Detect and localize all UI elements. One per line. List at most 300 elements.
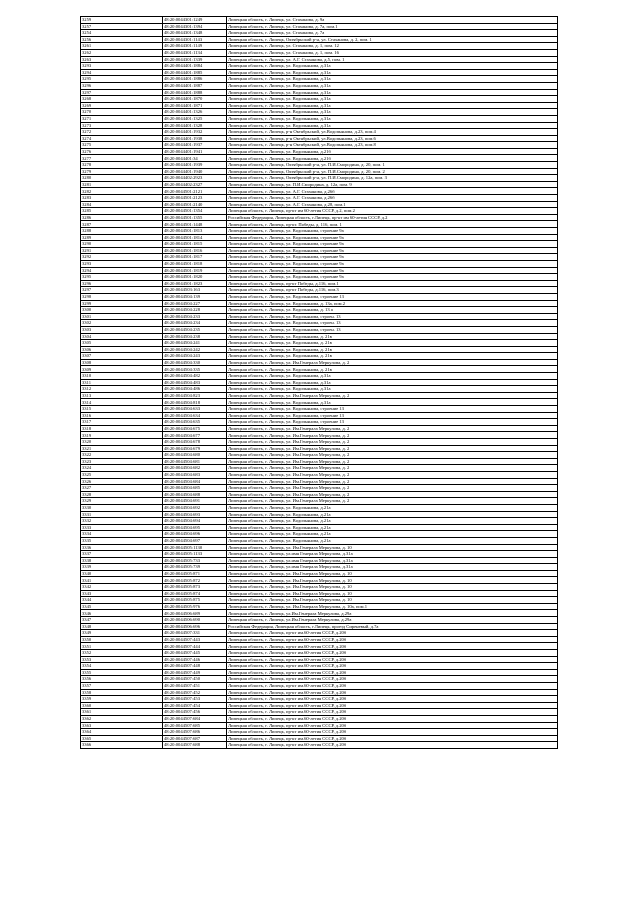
cadastral-number-cell: 48:20:0044507:456: [163, 709, 227, 716]
table-row: [81, 392, 558, 399]
row-number-cell: 3343: [81, 590, 163, 597]
cadastral-number-cell: 48:20:0044504:692: [163, 504, 227, 511]
table-row: [81, 676, 558, 683]
table-row: [81, 148, 558, 155]
row-number-cell: 3354: [81, 663, 163, 670]
table-row: [81, 439, 558, 446]
row-number-cell: 3257: [81, 23, 163, 30]
cadastral-number-cell: 48:20:0044402:2923: [163, 175, 227, 182]
cadastral-number-cell: 48:20:0044504:693: [163, 511, 227, 518]
table-row: [81, 181, 558, 188]
cadastral-number-cell: 48:20:0044501:2123: [163, 195, 227, 202]
row-number-cell: 3344: [81, 597, 163, 604]
row-number-cell: 3283: [81, 195, 163, 202]
table-row: [81, 89, 558, 96]
address-cell: Липецкая область, г. Липецк, ул. Водопьянова, д.21а: [227, 537, 558, 544]
address-cell: Липецкая область, г. Липецк, ул. Им.Генерала Меркулова, д. 2: [227, 465, 558, 472]
table-row: [81, 504, 558, 511]
row-number-cell: 3335: [81, 537, 163, 544]
row-number-cell: 3301: [81, 313, 163, 320]
cadastral-number-cell: 48:20:0044301:1339: [163, 56, 227, 63]
cadastral-number-cell: 48:20:0044507:687: [163, 735, 227, 742]
table-row: [81, 274, 558, 281]
address-cell: Липецкая область, г. Липецк, ул. Водопьянова, д.31а: [227, 115, 558, 122]
table-row: [81, 669, 558, 676]
row-number-cell: 3306: [81, 346, 163, 353]
table-row: [81, 636, 558, 643]
table-row: [81, 195, 558, 202]
address-cell: Липецкая область, г. Липецк, ул. Водопьянова, д.21а: [227, 504, 558, 511]
address-cell: Липецкая область, г. Липецк, пр-кт им.60-летия СССР, д.20б: [227, 669, 558, 676]
cadastral-number-cell: 48:20:0044507:444: [163, 643, 227, 650]
table-row: [81, 96, 558, 103]
address-cell: Липецкая область, г. Липецк, ул. Им.Генерала Меркулова, д. 10: [227, 544, 558, 551]
cadastral-number-cell: 48:20:0044401:1325: [163, 115, 227, 122]
row-number-cell: 3281: [81, 181, 163, 188]
row-number-cell: 3333: [81, 524, 163, 531]
cadastral-number-cell: 48:20:0044504:482: [163, 373, 227, 380]
table-row: [81, 623, 558, 630]
table-row: [81, 17, 558, 24]
address-cell: Липецкая область, г. Липецк, ул. Им.Генерала Меркулова, д. 2: [227, 392, 558, 399]
address-cell: Липецкая область, г. Липецк, ул. Им.Генерала Меркулова, д. 2: [227, 498, 558, 505]
cadastral-number-cell: 48:20:0044501:1815: [163, 241, 227, 248]
cadastral-number-cell: 48:20:0044504:691: [163, 498, 227, 505]
address-cell: Липецкая область, г. Липецк, ул. Водопьянова, строение 9а: [227, 267, 558, 274]
table-row: [81, 399, 558, 406]
table-row: [81, 326, 558, 333]
cadastral-number-cell: 48:20:0044504:681: [163, 458, 227, 465]
table-row: [81, 735, 558, 742]
address-cell: Липецкая область, г. Липецк, ул. Водопьянова, д.31а: [227, 379, 558, 386]
row-number-cell: 3361: [81, 709, 163, 716]
table-row: [81, 63, 558, 70]
address-cell: Липецкая область, г. Липецк, ул. Им.Генерала Меркулова, д. 2: [227, 458, 558, 465]
table-row: [81, 696, 558, 703]
cadastral-number-cell: 48:20:0044401:1888: [163, 89, 227, 96]
table-row: [81, 155, 558, 162]
table-row: [81, 188, 558, 195]
table-row: [81, 254, 558, 261]
cadastral-number-cell: 48:20:0044501:2140: [163, 201, 227, 208]
cadastral-number-cell: 48:20:0044506:689: [163, 610, 227, 617]
cadastral-number-cell: 48:20:0044504:823: [163, 392, 227, 399]
address-cell: Липецкая область, г. Липецк, ул. Водопьянова, д.31а: [227, 76, 558, 83]
row-number-cell: 3263: [81, 56, 163, 63]
cadastral-number-cell: 48:20:0044507:451: [163, 682, 227, 689]
table-row: [81, 353, 558, 360]
table-row: [81, 491, 558, 498]
row-number-cell: 3363: [81, 722, 163, 729]
address-cell: Липецкая область, г. Липецк, пр-кт им.60-летия СССР, д.20б: [227, 709, 558, 716]
table-row: [81, 300, 558, 307]
row-number-cell: 3304: [81, 333, 163, 340]
row-number-cell: 3278: [81, 162, 163, 169]
row-number-cell: 3273: [81, 122, 163, 129]
row-number-cell: 3320: [81, 439, 163, 446]
address-cell: Липецкая область, г. Липецк, ул. Им.Генерала Меркулова, д. 2: [227, 478, 558, 485]
address-cell: Липецкая область, г. Липецк, пр-кт Победы, д.116, пом.3: [227, 287, 558, 294]
table-row: [81, 49, 558, 56]
table-row: [81, 379, 558, 386]
address-cell: Липецкая область, г. Липецк, ул. Водопьянова, д.31а: [227, 373, 558, 380]
table-row: [81, 201, 558, 208]
table-row: [81, 478, 558, 485]
table-row: [81, 56, 558, 63]
cadastral-number-cell: 48:20:0044501:1354: [163, 208, 227, 215]
address-cell: Липецкая область, г. Липецк, ул. Стаханова, д. 9а: [227, 17, 558, 24]
address-cell: Липецкая область, г. Липецк, ул. Стаханова, д. 7а: [227, 30, 558, 37]
cadastral-number-cell: 48:20:0044504:634: [163, 412, 227, 419]
table-row: [81, 109, 558, 116]
row-number-cell: 3287: [81, 221, 163, 228]
address-cell: Липецкая область, г. Липецк, р-н Октябрьский, ул.Водопьянова, д.23, пом.6: [227, 135, 558, 142]
cadastral-number-cell: 48:20:0044507:443: [163, 636, 227, 643]
cadastral-number-cell: 48:20:0044501:1823: [163, 280, 227, 287]
address-cell: Липецкая область, г. Липецк, пр-кт им.60-летия СССР, д.20б: [227, 702, 558, 709]
table-row: [81, 162, 558, 169]
address-cell: Липецкая область, г. Липецк, ул. Водопьянова, д.31а: [227, 399, 558, 406]
row-number-cell: 3293: [81, 260, 163, 267]
cadastral-number-cell: 48:20:0044401:1326: [163, 109, 227, 116]
table-row: [81, 135, 558, 142]
address-cell: Липецкая область, г. Липецк, р-н Октябрьский, ул.Водопьянова, д.23, пом.8: [227, 142, 558, 149]
table-row: [81, 471, 558, 478]
address-cell: Липецкая область, г. Липецк, ул. Им.Генерала Меркулова, д. 2: [227, 452, 558, 459]
cadastral-number-cell: 48:20:0044401:1870: [163, 96, 227, 103]
row-number-cell: 3323: [81, 458, 163, 465]
row-number-cell: 3314: [81, 399, 163, 406]
cadastral-number-cell: 48:20:0044504:695: [163, 524, 227, 531]
address-cell: Липецкая область, г. Липецк, ул. Водопьянова, строение 9а: [227, 247, 558, 254]
row-number-cell: 3336: [81, 544, 163, 551]
table-row: [81, 643, 558, 650]
row-number-cell: 3321: [81, 445, 163, 452]
row-number-cell: 3346: [81, 610, 163, 617]
table-row: [81, 610, 558, 617]
address-cell: Липецкая область, г. Липецк, ул. Водопьянова, д.31а: [227, 102, 558, 109]
table-row: [81, 346, 558, 353]
row-number-cell: 3352: [81, 650, 163, 657]
address-cell: Липецкая область, г. Липецк, ул. Водопьянова, строен. 13: [227, 313, 558, 320]
row-number-cell: 3364: [81, 729, 163, 736]
row-number-cell: 3319: [81, 432, 163, 439]
cadastral-number-cell: 48:20:0044402:2327: [163, 181, 227, 188]
row-number-cell: 3303: [81, 326, 163, 333]
address-cell: Липецкая область, г. Липецк, ул. Им.Генерала Меркулова, д. 10: [227, 597, 558, 604]
row-number-cell: 3337: [81, 551, 163, 558]
cadastral-number-cell: 48:20:0044504:238: [163, 333, 227, 340]
cadastral-number-cell: 48:20:0044504:228: [163, 307, 227, 314]
cadastral-number-cell: 48:20:0044507:449: [163, 669, 227, 676]
table-row: [81, 570, 558, 577]
row-number-cell: 3262: [81, 49, 163, 56]
cadastral-number-cell: 48:20:0044507:448: [163, 663, 227, 670]
row-number-cell: 3291: [81, 247, 163, 254]
table-row: [81, 241, 558, 248]
address-cell: Липецкая область, г. Липецк, пр-кт им.60-летия СССР, д.20б: [227, 650, 558, 657]
table-row: [81, 373, 558, 380]
address-cell: Липецкая область, г. Липецк, ул. А.Г. Стаханова, д.26б: [227, 188, 558, 195]
row-number-cell: 3349: [81, 630, 163, 637]
row-number-cell: 3334: [81, 531, 163, 538]
row-number-cell: 3362: [81, 715, 163, 722]
table-row: [81, 23, 558, 30]
address-cell: Липецкая область, г. Липецк, ул. Водопьянова, д.21а: [227, 531, 558, 538]
address-cell: Липецкая область, г. Липецк, ул. Водопьянова, строение 9а: [227, 241, 558, 248]
address-cell: Липецкая область, г. Липецк, пр-кт им.60-летия СССР, д.20б: [227, 663, 558, 670]
row-number-cell: 3284: [81, 201, 163, 208]
table-row: [81, 43, 558, 50]
row-number-cell: 3342: [81, 584, 163, 591]
row-number-cell: 3308: [81, 359, 163, 366]
table-row: [81, 333, 558, 340]
cadastral-number-cell: 48:20:0044504:675: [163, 425, 227, 432]
row-number-cell: 3280: [81, 175, 163, 182]
address-cell: Липецкая область, г. Липецк, ул. Водопьянова, д.31а: [227, 69, 558, 76]
table-row: [81, 247, 558, 254]
address-cell: Липецкая область, г. Липецк, пр-кт им.60-летия СССР, д.20б: [227, 729, 558, 736]
row-number-cell: 3296: [81, 82, 163, 89]
address-cell: Липецкая область, г. Липецк, пр-кт им.60-летия СССР, д.20б: [227, 742, 558, 749]
row-number-cell: 3286: [81, 214, 163, 221]
cadastral-number-cell: 48:20:0044501:1816: [163, 247, 227, 254]
row-number-cell: 3340: [81, 570, 163, 577]
table-row: [81, 115, 558, 122]
address-cell: Липецкая область, г. Липецк, пр-кт им 60-летия СССР, д.2, пом.2: [227, 208, 558, 215]
address-cell: Липецкая область, г. Липецк, пр-кт им.60-летия СССР, д.20б: [227, 722, 558, 729]
address-cell: Липецкая область, г. Липецк, ул. Им.Генерала Меркулова, д. 10: [227, 590, 558, 597]
row-number-cell: 3313: [81, 392, 163, 399]
address-cell: Липецкая область, г. Липецк, ул. Водопьянова, д. 21в: [227, 366, 558, 373]
table-row: [81, 432, 558, 439]
cadastral-number-cell: 48:20:0044504:684: [163, 478, 227, 485]
cadastral-number-cell: 48:20:0044301:1149: [163, 43, 227, 50]
table-row: [81, 69, 558, 76]
cadastral-number-cell: 48:20:0044301:1394: [163, 23, 227, 30]
cadastral-number-cell: 48:20:0044501:1819: [163, 267, 227, 274]
row-number-cell: 3312: [81, 386, 163, 393]
cadastral-number-cell: 48:20:0044504:696: [163, 531, 227, 538]
cadastral-number-cell: 48:20:0044506:690: [163, 617, 227, 624]
row-number-cell: 3366: [81, 742, 163, 749]
table-row: [81, 142, 558, 149]
row-number-cell: 3300: [81, 307, 163, 314]
cadastral-number-cell: 48:20:0044401:1939: [163, 162, 227, 169]
row-number-cell: 3259: [81, 17, 163, 24]
row-number-cell: 3324: [81, 465, 163, 472]
row-number-cell: 3302: [81, 320, 163, 327]
row-number-cell: 3345: [81, 603, 163, 610]
table-row: [81, 122, 558, 129]
cadastral-number-cell: 48:20:0044301:1348: [163, 30, 227, 37]
address-cell: Липецкая область, г. Липецк, ул. Им.Генерала Меркулова, д. 2: [227, 432, 558, 439]
address-cell: Липецкая область, г. Липецк, ул. Водопьянова, строение 13: [227, 406, 558, 413]
row-number-cell: 3330: [81, 504, 163, 511]
cadastral-number-cell: 48:20:0044501:2121: [163, 188, 227, 195]
cadastral-number-cell: 48:20:0044401:1941: [163, 148, 227, 155]
row-number-cell: 3294: [81, 267, 163, 274]
table-row: [81, 82, 558, 89]
table-row: [81, 498, 558, 505]
row-number-cell: 3317: [81, 419, 163, 426]
cadastral-number-cell: 48:20:0044504:233: [163, 313, 227, 320]
address-cell: Липецкая область, г. Липецк, ул. Водопьянова, д. 21в: [227, 333, 558, 340]
row-number-cell: 3290: [81, 241, 163, 248]
cadastral-number-cell: 48:20:0044504:330: [163, 359, 227, 366]
cadastral-number-cell: 48:20:0044401:34: [163, 155, 227, 162]
cadastral-number-cell: 48:20:0044504:679: [163, 445, 227, 452]
cadastral-number-cell: 48:20:0044301:1134: [163, 49, 227, 56]
address-cell: Липецкая область, г. Липецк, ул. А.Г. Стаханова, д.28, пом.1: [227, 201, 558, 208]
address-cell: Липецкая область, г. Липецк, пр-кт им.60-летия СССР, д.20б: [227, 656, 558, 663]
row-number-cell: 3298: [81, 293, 163, 300]
address-cell: Липецкая область, г. Липецк, ул. Водопьянова, строение 9а: [227, 274, 558, 281]
table-row: [81, 445, 558, 452]
cadastral-number-cell: 48:20:0044505:1130: [163, 544, 227, 551]
cadastral-number-cell: 48:20:0044507:453: [163, 696, 227, 703]
registry-table: [80, 16, 558, 749]
row-number-cell: 3322: [81, 452, 163, 459]
cadastral-number-cell: 48:20:0044504:635: [163, 419, 227, 426]
row-number-cell: 3294: [81, 69, 163, 76]
address-cell: Липецкая область, г. Липецк, ул. Водопьянова, д.31а: [227, 122, 558, 129]
cadastral-number-cell: 48:20:0044504:677: [163, 432, 227, 439]
registry-table-body: [81, 17, 558, 749]
table-row: [81, 221, 558, 228]
row-number-cell: 3307: [81, 353, 163, 360]
cadastral-number-cell: 48:20:0044501:1820: [163, 274, 227, 281]
row-number-cell: 3305: [81, 340, 163, 347]
table-row: [81, 689, 558, 696]
address-cell: Липецкая область, г. Липецк, ул. Водопьянова, д. 13 а: [227, 307, 558, 314]
row-number-cell: 3355: [81, 669, 163, 676]
row-number-cell: 3356: [81, 676, 163, 683]
row-number-cell: 3276: [81, 148, 163, 155]
address-cell: Липецкая область, г. Липецк, ул. Водопьянова, д.31а: [227, 109, 558, 116]
cadastral-number-cell: 48:20:0044504:483: [163, 379, 227, 386]
address-cell: Липецкая область, г. Липецк, Октябрьский р-н, ул. П.И.Смородина, д. 20, пом. 2: [227, 168, 558, 175]
row-number-cell: 3285: [81, 208, 163, 215]
cadastral-number-cell: 48:20:0044504:241: [163, 340, 227, 347]
table-row: [81, 485, 558, 492]
table-row: [81, 412, 558, 419]
table-row: [81, 340, 558, 347]
row-number-cell: 3254: [81, 30, 163, 37]
cadastral-number-cell: 48:20:0044401:1884: [163, 63, 227, 70]
address-cell: Липецкая область, г. Липецк, ул. Им.Генерала Меркулова, д. 2: [227, 425, 558, 432]
address-cell: Липецкая область, г. Липецк, ул.Им.Генерала Меркулова, д.29а: [227, 610, 558, 617]
address-cell: Липецкая область, г. Липецк, ул. Им.Генерала Меркулова, д. 2: [227, 359, 558, 366]
row-number-cell: 3365: [81, 735, 163, 742]
cadastral-number-cell: 48:20:0044504:818: [163, 399, 227, 406]
address-cell: Липецкая область, г. Липецк, ул. П.И.Смородина, д. 12а, пом. 9: [227, 181, 558, 188]
cadastral-number-cell: 48:20:0044505:872: [163, 577, 227, 584]
address-cell: Липецкая область, г. Липецк, ул. Водопьянова, строение 13: [227, 412, 558, 419]
row-number-cell: 3274: [81, 135, 163, 142]
cadastral-number-cell: 48:20:0044507:450: [163, 676, 227, 683]
address-cell: Липецкая область, г. Липецк, ул. Стаханова, д. 1, пом. 16: [227, 49, 558, 56]
row-number-cell: 3328: [81, 491, 163, 498]
table-row: [81, 320, 558, 327]
cadastral-number-cell: 48:20:0044507:446: [163, 656, 227, 663]
cadastral-number-cell: 48:20:0044501:1355: [163, 214, 227, 221]
table-row: [81, 656, 558, 663]
table-row: [81, 406, 558, 413]
table-row: [81, 544, 558, 551]
address-cell: Липецкая область, г. Липецк, ул. Водопьянова, строение 13: [227, 419, 558, 426]
address-cell: Липецкая область, г. Липецк, ул.имя Генерала Меркулова, д.31а: [227, 564, 558, 571]
cadastral-number-cell: 48:20:0044501:1448: [163, 221, 227, 228]
cadastral-number-cell: 48:20:0044504:234: [163, 320, 227, 327]
table-row: [81, 175, 558, 182]
cadastral-number-cell: 48:20:0044504:688: [163, 491, 227, 498]
table-row: [81, 597, 558, 604]
address-cell: Липецкая область, г. Липецк, ул. Водопьянова, строение 9а: [227, 234, 558, 241]
address-cell: Липецкая область, г. Липецк, ул. Им.Генерала Меркулова, д. 2: [227, 471, 558, 478]
address-cell: Липецкая область, г. Липецк, пр-кт им.60-летия СССР, д.20б: [227, 643, 558, 650]
table-row: [81, 584, 558, 591]
table-row: [81, 537, 558, 544]
address-cell: Липецкая область, г. Липецк, пр-кт им.60-летия СССР, д.20б: [227, 715, 558, 722]
cadastral-number-cell: 48:20:0044301:1143: [163, 36, 227, 43]
cadastral-number-cell: 48:20:0044504:235: [163, 326, 227, 333]
address-cell: Липецкая область, г. Липецк, ул. Водопьянова, д. 21в: [227, 353, 558, 360]
table-row: [81, 36, 558, 43]
row-number-cell: 3318: [81, 425, 163, 432]
table-row: [81, 366, 558, 373]
table-row: [81, 465, 558, 472]
address-cell: Липецкая область, г. Липецк, ул.имя Генерала Меркулова, д.31а: [227, 557, 558, 564]
cadastral-number-cell: 48:20:0044401:1885: [163, 69, 227, 76]
cadastral-number-cell: 48:20:0044401:1871: [163, 102, 227, 109]
table-row: [81, 287, 558, 294]
cadastral-number-cell: 48:20:0044505:1133: [163, 551, 227, 558]
address-cell: Липецкая область, г. Липецк, ул. Водопьянова, строение 13: [227, 293, 558, 300]
address-cell: Липецкая область, г. Липецк, ул. Водопьянова, д. 21в: [227, 340, 558, 347]
cadastral-number-cell: 48:20:0044507:452: [163, 689, 227, 696]
row-number-cell: 3331: [81, 511, 163, 518]
cadastral-number-cell: 48:20:0044504:139: [163, 293, 227, 300]
table-row: [81, 551, 558, 558]
table-row: [81, 419, 558, 426]
row-number-cell: 3272: [81, 129, 163, 136]
table-row: [81, 557, 558, 564]
address-cell: Липецкая область, г. Липецк, ул. Водопьянова, д.21б: [227, 155, 558, 162]
cadastral-number-cell: 48:20:0044504:682: [163, 465, 227, 472]
cadastral-number-cell: 48:20:0044501:1813: [163, 228, 227, 235]
table-row: [81, 518, 558, 525]
row-number-cell: 3339: [81, 564, 163, 571]
cadastral-number-cell: 48:20:0044401:1328: [163, 122, 227, 129]
row-number-cell: 3309: [81, 366, 163, 373]
table-row: [81, 722, 558, 729]
table-row: [81, 682, 558, 689]
table-row: [81, 452, 558, 459]
address-cell: Липецкая область, г. Липецк, ул. Водопьянова, строен. 13: [227, 326, 558, 333]
cadastral-number-cell: 48:20:0044501:1817: [163, 254, 227, 261]
address-cell: Липецкая область, г. Липецк, ул. Им.Генерала Меркулова, д. 2: [227, 485, 558, 492]
cadastral-number-cell: 48:20:0044501:1818: [163, 260, 227, 267]
table-row: [81, 168, 558, 175]
cadastral-number-cell: 48:20:0044507:686: [163, 729, 227, 736]
row-number-cell: 3299: [81, 300, 163, 307]
table-row: [81, 129, 558, 136]
cadastral-number-cell: 48:20:0044504:697: [163, 537, 227, 544]
table-row: [81, 234, 558, 241]
address-cell: Липецкая область, г. Липецк, ул. Водопьянова, д.21а: [227, 518, 558, 525]
cadastral-number-cell: 48:20:0044504:227: [163, 300, 227, 307]
